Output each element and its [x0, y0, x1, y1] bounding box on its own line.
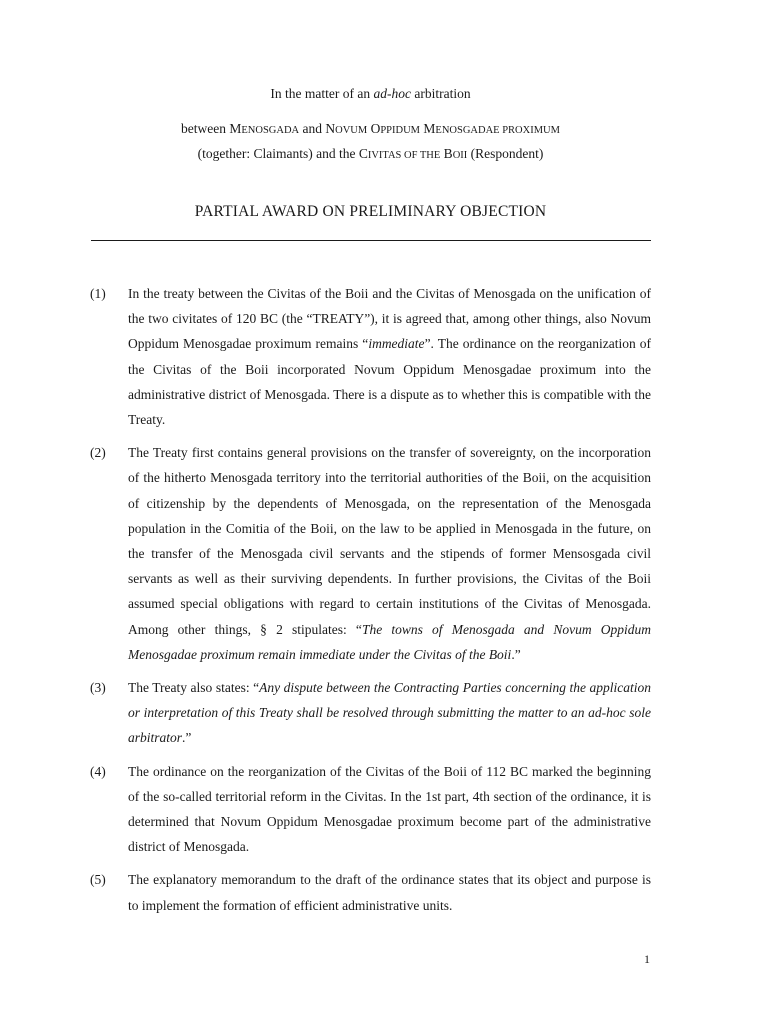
paragraph-text: .” — [182, 730, 192, 746]
party-name-rest: OVUM — [335, 125, 368, 136]
header-line-1-pre: In the matter of an — [270, 86, 374, 101]
paragraph-text: The explanatory memorandum to the draft of the ordinance states that its object and purpose is to implement the formation of efficient administrative units. — [128, 872, 651, 913]
party-name-rest: PPIDUM — [380, 125, 421, 136]
header-line-2 — [90, 121, 651, 137]
paragraph-5 — [90, 867, 651, 917]
header-line-2-text: between — [181, 121, 230, 136]
paragraph-number: (5) — [90, 872, 106, 888]
paragraph-number: (1) — [90, 286, 106, 301]
party-name-initial: N — [325, 121, 336, 136]
header-line-2-text: and — [299, 121, 326, 136]
party-name-rest: OII — [452, 150, 468, 161]
header-line-1 — [90, 86, 651, 102]
page-number: 1 — [644, 952, 650, 966]
paragraph-number: (2) — [90, 445, 106, 461]
party-name-initial: O — [370, 121, 381, 136]
paragraph-quote: immediate — [368, 336, 425, 352]
paragraph-number: (4) — [90, 763, 106, 779]
paragraph-text: The ordinance on the reorganization of the Civitas of the Boii of 112 BC marked the beginning of the so-called territorial reform in the Civitas. In the 1st part, 4th section of the ordinance, it is determined that Novum Oppidum Menosgadae proximum become part of the administrative district of Menosgada. — [128, 763, 651, 855]
paragraph-2 — [90, 440, 651, 667]
paragraph-1 — [90, 281, 651, 432]
party-name-initial: C — [358, 146, 368, 161]
header-line-1-post: arbitration — [410, 86, 471, 101]
paragraph-list — [90, 281, 651, 926]
party-name-rest: ENOSGADAE PROXIMUM — [435, 125, 560, 136]
party-name-initial: B — [443, 146, 453, 161]
paragraph-text: In the treaty between the Civitas of the Boii and the Civitas of Menosgada on the unification of the two civitates of 120 BC (the “TREATY”), it is agreed that, among other things, also Novum Oppidum Menosgadae proximum remains “ — [128, 286, 651, 352]
paragraph-text: ”. The ordinance on the reorganization of the Civitas of the Boii incorporated Novum Oppidum Menosgadae proximum into the administrative district of Menosgada. There is a dispute as to whether this is compatible with the Treaty. — [128, 336, 652, 428]
party-name-initial: M — [229, 121, 242, 136]
title-divider — [91, 240, 651, 241]
document-title: PARTIAL AWARD ON PRELIMINARY OBJECTION — [194, 203, 547, 220]
paragraph-quote: The towns of Menosgada and Novum Oppidum Menosgadae proximum remain immediate under the Civitas of the Boii — [128, 621, 652, 662]
header-line-3-text: (Respondent) — [467, 146, 544, 161]
header-line-1-italic: ad-hoc — [373, 86, 411, 101]
paragraph-4 — [90, 759, 651, 860]
paragraph-quote: Any dispute between the Contracting Parties concerning the application or interpretation of this Treaty shall be resolved through submitting the matter to an ad-hoc sole arbitrator — [128, 680, 651, 746]
header-line-3-text: (together: Claimants) and the — [197, 146, 359, 161]
paragraph-3 — [90, 675, 651, 751]
party-name-rest: IVITAS OF THE — [367, 150, 441, 161]
paragraph-text: The Treaty also states: “ — [128, 680, 260, 696]
party-name-initial: M — [423, 121, 436, 136]
header-line-3 — [90, 146, 651, 162]
paragraph-number: (3) — [90, 680, 106, 696]
paragraph-text: The Treaty first contains general provisions on the transfer of sovereignty, on the incorporation of the hitherto Menosgada territory into the territorial authorities of the Boii, on the acquisition of citizenship by the dependents of Menosgada, on the representation of the Menosgada population in the Comitia of the Boii, on the law to be applied in Menosgada in the future, on the transfer of the Menosgada civil servants and the stipends of former Mensosgada civil servants as well as their surviving dependents. In further provisions, the Civitas of the Boii assumed special obligations with regard to certain institutions of the Civitas of Menosgada. Among other things, § 2 stipulates: “ — [128, 445, 651, 637]
paragraph-text: .” — [511, 646, 521, 662]
party-name-rest: ENOSGADA — [241, 125, 300, 136]
